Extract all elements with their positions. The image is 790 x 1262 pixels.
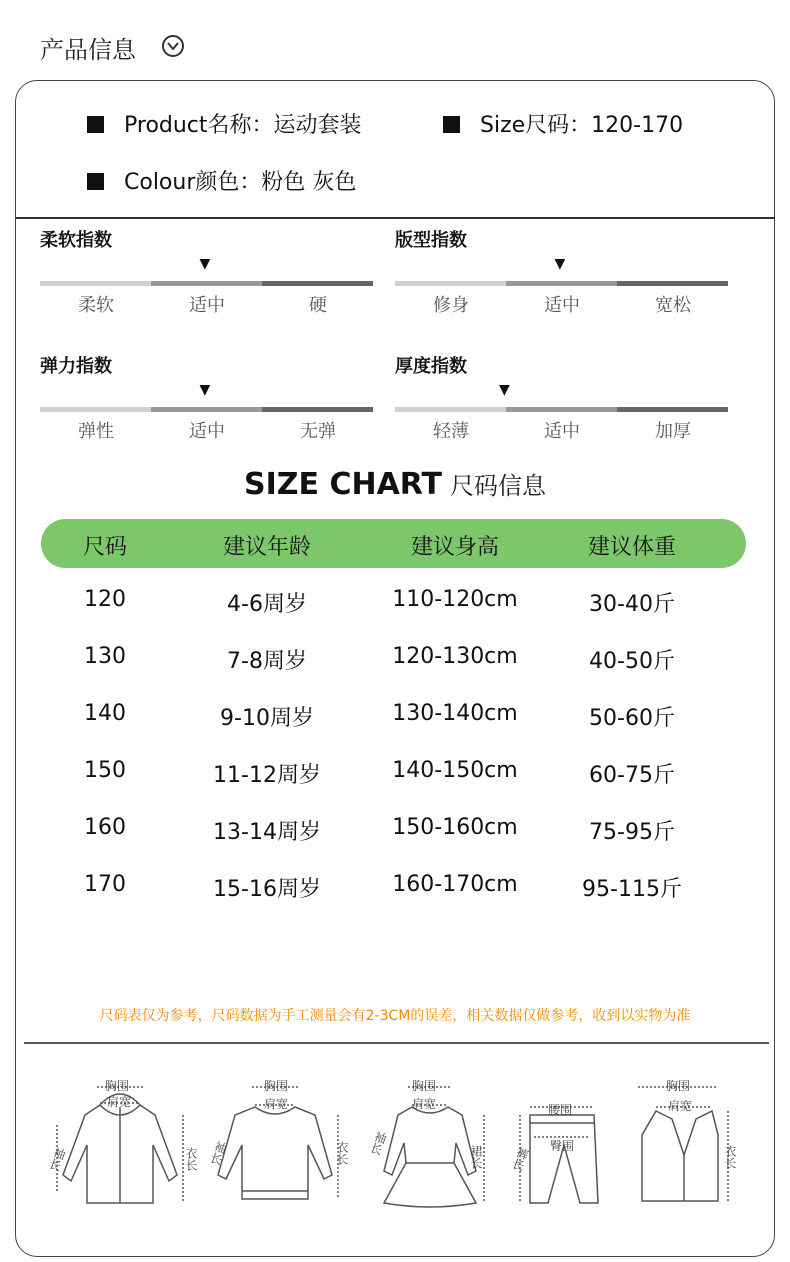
index-label: 轻薄 [433, 421, 469, 442]
size-note: 尺码表仅为参考，尺码数据为手工测量会有2-3CM的误差，相关数据仅做参考，收到以实物为准 [99, 1008, 691, 1024]
bullet-square-icon [443, 116, 460, 133]
size-chart-title [0, 466, 790, 502]
index-bar-segment [506, 281, 617, 286]
bullet-square-icon [87, 116, 104, 133]
index-label: 加厚 [655, 421, 691, 442]
index-label: 适中 [189, 421, 225, 442]
index-bar-segment [262, 407, 373, 412]
table-cell: 50-60斤 [589, 706, 675, 731]
index-marker-icon: ▼ [199, 256, 211, 272]
hooded-jacket-icon [45, 1075, 198, 1215]
sleeve-label: 袖长 [46, 1145, 68, 1173]
size-chart-title-en: SIZE CHART [243, 467, 443, 502]
table-header-cell: 建议年龄 [222, 535, 311, 560]
length-label: 裤长 [509, 1145, 531, 1173]
index-bar-segment [262, 281, 373, 286]
sweatshirt-icon [200, 1075, 350, 1215]
index-title: 版型指数 [395, 230, 467, 251]
table-cell: 120-130cm [392, 644, 518, 669]
index-label: 弹性 [78, 421, 114, 442]
info-colour [87, 165, 356, 196]
info-product-text: Product名称：运动套装 [124, 113, 362, 138]
index-bar-segment [395, 281, 506, 286]
waist-label: 腰围 [548, 1103, 573, 1117]
table-cell: 7-8周岁 [227, 649, 307, 674]
index-label: 适中 [189, 295, 225, 316]
table-cell: 160 [84, 815, 126, 840]
dress-icon [360, 1075, 500, 1215]
size-chart-title-cn: 尺码信息 [450, 472, 547, 500]
index-bar-segment [617, 407, 728, 412]
length-label: 衣长 [184, 1147, 198, 1171]
shoulder-label: 肩宽 [264, 1097, 289, 1111]
index-label: 修身 [433, 295, 469, 316]
table-cell: 110-120cm [392, 587, 518, 612]
table-cell: 160-170cm [392, 872, 518, 897]
index-label: 宽松 [655, 295, 691, 316]
bullet-square-icon [87, 173, 104, 190]
pants-icon [508, 1075, 608, 1215]
index-bar-segment [151, 407, 262, 412]
table-cell: 60-75斤 [589, 763, 675, 788]
index-bar-segment [151, 281, 262, 286]
hip-label: 臀围 [550, 1139, 575, 1153]
divider [24, 1042, 769, 1044]
index-bar-segment [506, 407, 617, 412]
chest-label: 胸围 [666, 1079, 691, 1093]
table-header-cell: 建议身高 [410, 535, 499, 560]
table-cell: 130 [84, 644, 126, 669]
table-cell: 15-16周岁 [213, 877, 321, 902]
shoulder-label: 肩宽 [107, 1095, 132, 1109]
chest-label: 胸围 [105, 1079, 130, 1093]
info-size [443, 108, 683, 139]
chevron-down-circle-icon[interactable] [162, 35, 184, 57]
table-cell: 140-150cm [392, 758, 518, 783]
table-cell: 95-115斤 [582, 877, 682, 902]
shoulder-label: 肩宽 [668, 1099, 693, 1113]
shoulder-label: 肩宽 [412, 1097, 437, 1111]
section-title: 产品信息 [40, 36, 136, 64]
table-cell: 4-6周岁 [227, 592, 307, 617]
index-title: 弹力指数 [40, 356, 112, 377]
sleeve-label: 袖长 [367, 1129, 389, 1157]
index-bar-segment [395, 407, 506, 412]
index-title: 柔软指数 [40, 230, 112, 251]
table-cell: 150-160cm [392, 815, 518, 840]
index-label: 适中 [544, 421, 580, 442]
table-cell: 30-40斤 [589, 592, 675, 617]
length-label: 裙长 [469, 1145, 483, 1169]
info-product [87, 108, 362, 139]
table-cell: 40-50斤 [589, 649, 675, 674]
index-title: 厚度指数 [395, 356, 467, 377]
table-header-cell: 建议体重 [587, 535, 676, 560]
table-cell: 13-14周岁 [213, 820, 321, 845]
table-cell: 170 [84, 872, 126, 897]
table-header-cell: 尺码 [82, 535, 127, 560]
table-cell: 140 [84, 701, 126, 726]
table-cell: 150 [84, 758, 126, 783]
table-cell: 11-12周岁 [213, 763, 321, 788]
info-size-text: Size尺码：120-170 [480, 113, 684, 138]
index-marker-icon: ▼ [499, 382, 510, 398]
table-cell: 130-140cm [392, 701, 518, 726]
sleeve-label: 袖长 [207, 1139, 229, 1167]
table-cell: 120 [84, 587, 126, 612]
chest-label: 胸围 [264, 1079, 289, 1093]
index-label: 硬 [309, 295, 327, 316]
index-marker-icon: ▼ [554, 256, 566, 272]
divider [15, 217, 775, 219]
table-cell: 75-95斤 [589, 820, 675, 845]
index-bar-segment [617, 281, 728, 286]
vest-icon [622, 1075, 752, 1215]
index-label: 柔软 [78, 295, 114, 316]
index-label: 无弹 [300, 421, 336, 442]
info-colour-text: Colour颜色：粉色 灰色 [124, 170, 357, 195]
index-marker-icon: ▼ [199, 382, 211, 398]
length-label: 衣长 [723, 1145, 737, 1169]
index-bar-segment [40, 281, 151, 286]
length-label: 衣长 [335, 1141, 349, 1165]
chest-label: 胸围 [412, 1079, 437, 1093]
index-bar-segment [40, 407, 151, 412]
index-label: 适中 [544, 295, 580, 316]
table-cell: 9-10周岁 [220, 706, 314, 731]
